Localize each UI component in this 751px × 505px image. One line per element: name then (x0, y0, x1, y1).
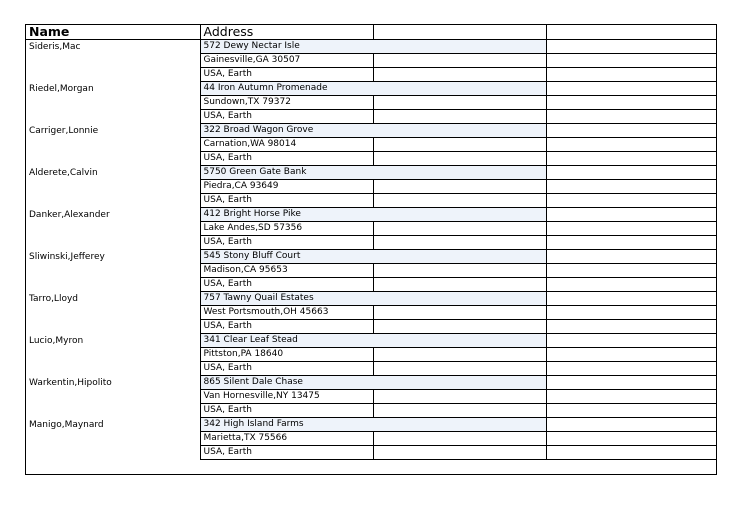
address-street: 342 High Island Farms (200, 418, 546, 432)
person-name: Lucio,Myron (26, 334, 200, 376)
empty-cell (546, 320, 717, 334)
address-city: Pittston,PA 18640 (200, 348, 373, 362)
table-body (26, 40, 717, 460)
person-name: Warkentin,Hipolito (26, 376, 200, 418)
empty-cell (546, 166, 717, 180)
empty-cell (546, 264, 717, 278)
table-row (26, 82, 717, 96)
address-street: 572 Dewy Nectar Isle (200, 40, 546, 54)
address-city: Carnation,WA 98014 (200, 138, 373, 152)
empty-cell (373, 306, 546, 320)
empty-cell (373, 138, 546, 152)
address-street: 322 Broad Wagon Grove (200, 124, 546, 138)
address-street: 412 Bright Horse Pike (200, 208, 546, 222)
address-country: USA, Earth (200, 278, 373, 292)
address-header: Address (200, 25, 373, 40)
empty-cell (546, 250, 717, 264)
empty-cell (546, 222, 717, 236)
address-country: USA, Earth (200, 446, 373, 460)
address-street: 865 Silent Dale Chase (200, 376, 546, 390)
person-name: Sliwinski,Jefferey (26, 250, 200, 292)
empty-cell (373, 54, 546, 68)
address-street: 341 Clear Leaf Stead (200, 334, 546, 348)
address-street: 545 Stony Bluff Court (200, 250, 546, 264)
empty-cell (373, 432, 546, 446)
address-street: 5750 Green Gate Bank (200, 166, 546, 180)
empty-cell (373, 264, 546, 278)
empty-cell (546, 110, 717, 124)
column-4-header (546, 25, 717, 40)
empty-cell (373, 68, 546, 82)
empty-cell (373, 348, 546, 362)
address-street: 44 Iron Autumn Promenade (200, 82, 546, 96)
address-city: Madison,CA 95653 (200, 264, 373, 278)
empty-cell (373, 362, 546, 376)
empty-cell (546, 278, 717, 292)
empty-cell (546, 390, 717, 404)
address-city: Lake Andes,SD 57356 (200, 222, 373, 236)
address-country: USA, Earth (200, 404, 373, 418)
address-city: Marietta,TX 75566 (200, 432, 373, 446)
address-country: USA, Earth (200, 320, 373, 334)
empty-cell (546, 404, 717, 418)
empty-cell (546, 208, 717, 222)
empty-cell (373, 96, 546, 110)
address-table (26, 25, 717, 460)
empty-cell (546, 362, 717, 376)
address-city: Van Hornesville,NY 13475 (200, 390, 373, 404)
table-row (26, 124, 717, 138)
empty-cell (546, 348, 717, 362)
address-country: USA, Earth (200, 194, 373, 208)
person-name: Sideris,Mac (26, 40, 200, 82)
empty-cell (373, 404, 546, 418)
address-city: Piedra,CA 93649 (200, 180, 373, 194)
empty-cell (373, 320, 546, 334)
empty-cell (546, 180, 717, 194)
table-row (26, 292, 717, 306)
name-header: Name (26, 25, 200, 40)
empty-cell (373, 222, 546, 236)
empty-cell (546, 54, 717, 68)
empty-cell (546, 194, 717, 208)
address-city: West Portsmouth,OH 45663 (200, 306, 373, 320)
table-row (26, 166, 717, 180)
table-row (26, 250, 717, 264)
empty-cell (373, 446, 546, 460)
address-sheet (25, 24, 717, 475)
empty-cell (546, 96, 717, 110)
address-country: USA, Earth (200, 110, 373, 124)
person-name: Riedel,Morgan (26, 82, 200, 124)
table-row (26, 376, 717, 390)
empty-cell (546, 306, 717, 320)
empty-cell (373, 180, 546, 194)
column-3-header (373, 25, 546, 40)
address-country: USA, Earth (200, 68, 373, 82)
empty-cell (546, 82, 717, 96)
empty-cell (546, 236, 717, 250)
empty-cell (546, 376, 717, 390)
empty-cell (373, 390, 546, 404)
empty-cell (546, 432, 717, 446)
person-name: Tarro,Lloyd (26, 292, 200, 334)
empty-cell (546, 68, 717, 82)
empty-cell (373, 194, 546, 208)
address-country: USA, Earth (200, 152, 373, 166)
empty-cell (546, 446, 717, 460)
table-row (26, 40, 717, 54)
header-row (26, 25, 717, 40)
empty-cell (546, 292, 717, 306)
empty-cell (373, 278, 546, 292)
address-city: Gainesville,GA 30507 (200, 54, 373, 68)
empty-cell (546, 124, 717, 138)
empty-cell (373, 110, 546, 124)
empty-cell (546, 418, 717, 432)
person-name: Alderete,Calvin (26, 166, 200, 208)
person-name: Danker,Alexander (26, 208, 200, 250)
empty-cell (373, 152, 546, 166)
table-row (26, 418, 717, 432)
table-row (26, 334, 717, 348)
empty-cell (546, 334, 717, 348)
address-street: 757 Tawny Quail Estates (200, 292, 546, 306)
table-row (26, 208, 717, 222)
empty-cell (373, 236, 546, 250)
address-country: USA, Earth (200, 236, 373, 250)
person-name: Carriger,Lonnie (26, 124, 200, 166)
empty-cell (546, 138, 717, 152)
address-city: Sundown,TX 79372 (200, 96, 373, 110)
empty-cell (546, 40, 717, 54)
empty-cell (546, 152, 717, 166)
address-country: USA, Earth (200, 362, 373, 376)
person-name: Manigo,Maynard (26, 418, 200, 460)
